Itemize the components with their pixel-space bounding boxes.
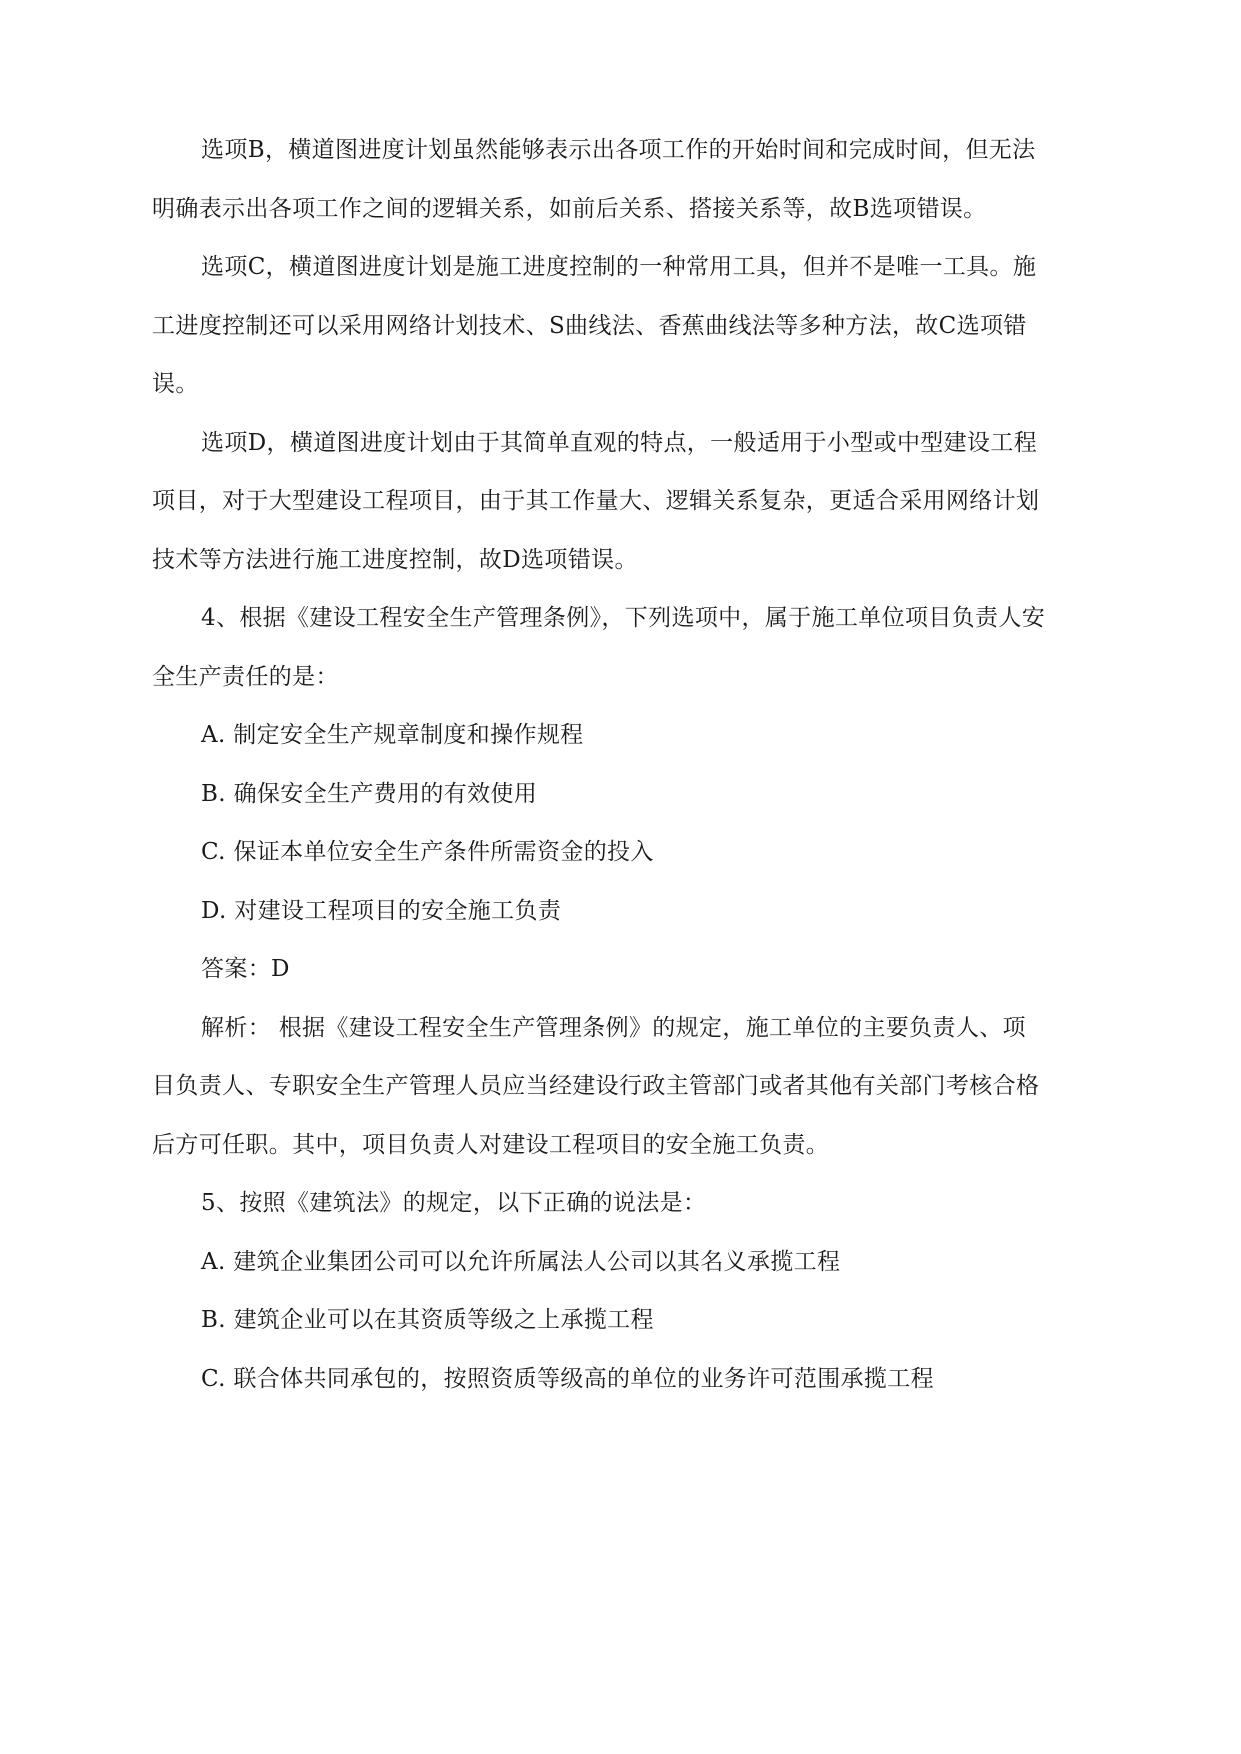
question-4-analysis-line-2: 目负责人、专职安全生产管理人员应当经建设行政主管部门或者其他有关部门考核合格 bbox=[152, 1073, 1040, 1099]
explanation-c-line-2: 工进度控制还可以采用网络计划技术、S曲线法、香蕉曲线法等多种方法，故C选项错 bbox=[152, 313, 1027, 339]
question-4-analysis-line-3: 后方可任职。其中，项目负责人对建设工程项目的安全施工负责。 bbox=[152, 1132, 830, 1158]
question-4-option-c: C. 保证本单位安全生产条件所需资金的投入 bbox=[201, 839, 654, 865]
explanation-b-line-2: 明确表示出各项工作之间的逻辑关系，如前后关系、搭接关系等，故B选项错误。 bbox=[152, 196, 987, 222]
question-4-stem-line-2: 全生产责任的是： bbox=[152, 664, 339, 690]
question-5-stem: 5、按照《建筑法》的规定，以下正确的说法是： bbox=[201, 1190, 707, 1216]
explanation-d-line-3: 技术等方法进行施工进度控制，故D选项错误。 bbox=[152, 547, 638, 573]
question-4-option-a: A. 制定安全生产规章制度和操作规程 bbox=[201, 722, 584, 748]
question-5-option-b: B. 建筑企业可以在其资质等级之上承揽工程 bbox=[201, 1307, 654, 1333]
explanation-d-line-1: 选项D，横道图进度计划由于其简单直观的特点，一般适用于小型或中型建设工程 bbox=[201, 430, 1038, 456]
explanation-d-line-2: 项目，对于大型建设工程项目，由于其工作量大、逻辑关系复杂，更适合采用网络计划 bbox=[152, 488, 1040, 514]
explanation-c-line-3: 误。 bbox=[152, 371, 199, 397]
question-4-answer: 答案：D bbox=[201, 956, 290, 982]
explanation-b-line-1: 选项B，横道图进度计划虽然能够表示出各项工作的开始时间和完成时间，但无法 bbox=[201, 137, 1036, 163]
question-5-option-a: A. 建筑企业集团公司可以允许所属法人公司以其名义承揽工程 bbox=[201, 1249, 841, 1275]
question-4-option-d: D. 对建设工程项目的安全施工负责 bbox=[201, 898, 562, 924]
question-4-option-b: B. 确保安全生产费用的有效使用 bbox=[201, 781, 538, 807]
question-4-analysis-line-1: 解析： 根据《建设工程安全生产管理条例》的规定，施工单位的主要负责人、项 bbox=[201, 1015, 1026, 1041]
question-4-stem-line-1: 4、根据《建设工程安全生产管理条例》，下列选项中，属于施工单位项目负责人安 bbox=[201, 605, 1046, 631]
question-5-option-c: C. 联合体共同承包的，按照资质等级高的单位的业务许可范围承揽工程 bbox=[201, 1366, 934, 1392]
explanation-c-line-1: 选项C，横道图进度计划是施工进度控制的一种常用工具，但并不是唯一工具。施 bbox=[201, 254, 1037, 280]
